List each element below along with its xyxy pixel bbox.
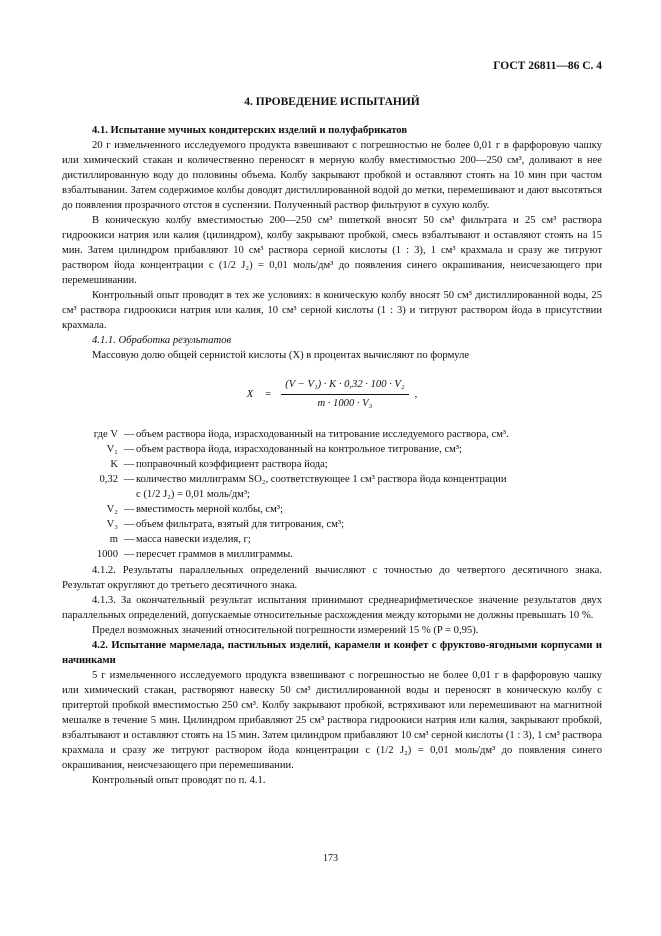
variable-list <box>62 427 602 562</box>
formula-lhs: X <box>246 388 254 400</box>
variable-row <box>62 472 602 487</box>
formula-trailer: , <box>414 388 418 400</box>
variable-row <box>62 532 602 547</box>
variable-description: масса навески изделия, г; <box>136 534 251 546</box>
dash: — <box>123 549 135 561</box>
dash: — <box>123 504 135 516</box>
dash: — <box>123 444 135 456</box>
paragraph: Контрольный опыт проводят в тех же условиях: в коническую колбу вносят 50 см³ дистиллированной воды, 25 см³ раствора гидроокиси натрия или калия, 10 см³ серной кислоты (1 : 3) и титруют раствором йода в присутствии крахмала. <box>62 290 602 332</box>
dash: — <box>123 534 135 546</box>
paragraph: 20 г измельченного исследуемого продукта взвешивают с погрешностью не более 0,01 г в фарфоровую чашку или химический стакан и количественно переносят в мерную колбу вместимостью 200—250 см³, доливают в нее дистиллированную воду до половины объема. Колбу закрывают пробкой и оставляют стоять на 10 мин при частом взбалтывании. Затем содержимое колбы доводят дистиллированной водой до метки, перемешивают и дают высотяться до появления прозрачного отстоя в суспензии. Полученный раствор фильтруют в сухую колбу. <box>62 139 602 211</box>
document-header: ГОСТ 26811—86 С. 4 <box>493 60 602 72</box>
variable-description: объем фильтрата, взятый для титрования, см³; <box>136 519 345 531</box>
subsection-4-1-heading: 4.1. Испытание мучных кондитерских изделий и полуфабрикатов <box>92 124 408 136</box>
variable-symbol: 1000 <box>96 549 118 561</box>
paragraph: В коническую колбу вместимостью 200—250 см³ пипеткой вносят 50 см³ фильтрата и 25 см³ раствора гидроокиси натрия или калия (цилиндром), колбу закрывают пробкой, смесь взбалтывают и оставляют стоять на 15 мин. Затем цилиндром прибавляют 10 см³ раствора серной кислоты (1 : 3), 1 см³ крахмала и сразу же титруют раствором йода концентрации с (1/2 J₂) = 0,01 моль/дм³ до появления синего окрашивания, неисчезающего при перемешивании. <box>62 214 602 286</box>
page-number: 173 <box>323 853 338 864</box>
paragraph: Массовую долю общей сернистой кислоты (X) в процентах вычисляют по формуле <box>92 350 470 362</box>
variable-description-continued: с (1/2 J₂) = 0,01 моль/дм³; <box>136 489 251 501</box>
dash: — <box>123 474 135 486</box>
paragraph: Контрольный опыт проводят по п. 4.1. <box>92 774 266 786</box>
variable-symbol: m <box>109 534 118 546</box>
variable-symbol: где V <box>93 429 118 441</box>
dash: — <box>123 429 135 441</box>
subsection-title-text: 4.1.1. Обработка результатов <box>92 335 232 347</box>
formula <box>62 377 602 411</box>
section-title: 4. ПРОВЕДЕНИЕ ИСПЫТАНИЙ <box>244 96 420 109</box>
variable-row <box>62 442 602 457</box>
variable-description: объем раствора йода, израсходованный на контрольное титрование, см³; <box>136 444 462 456</box>
paragraph: 4.1.2. Результаты параллельных определений вычисляют с точностью до четвертого десятичного знака. Результат округляют до третьего десятичного знака. <box>62 564 602 591</box>
dash: — <box>123 459 135 471</box>
variable-row <box>62 547 602 562</box>
variable-row <box>62 517 602 532</box>
variable-row <box>62 427 602 442</box>
variable-symbol: V₂ <box>106 504 118 516</box>
paragraph: 5 г измельченного исследуемого продукта взвешивают с погрешностью не более 0,01 г в фарфоровую чашку или химический стакан, растворяют навеску 50 см³ дистиллированной воды и переносят в коническую колбу с притертой пробкой вместимостью 250 см³. Колбу закрывают пробкой, встряхивают или перемешивают на магнитной мешалке в течение 5 мин. Цилиндром прибавляют 25 см³ раствора гидроокиси натрия или калия, закрывают пробкой, взбалтывают и оставляют стоять на 15 мин. Затем цилиндром прибавляют 10 см³ серной кислоты (1 : 3), 1 см³ раствора крахмала и сразу же титруют раствором йода концентрации с (1/2 J₂) = 0,01 моль/дм³ до появления синего окрашивания, неисчезающего при перемешивании. <box>62 669 602 771</box>
variable-description: поправочный коэффициент раствора йода; <box>136 459 328 471</box>
document-page <box>62 58 602 788</box>
subsection-4-1-1-title <box>62 333 602 348</box>
formula-fraction <box>281 377 408 411</box>
formula-equals: = <box>265 388 272 400</box>
dash: — <box>123 519 135 531</box>
variable-symbol: K <box>110 459 118 471</box>
variable-row <box>62 502 602 517</box>
formula-numerator: (V − V₁) · K · 0,32 · 100 · V₂ <box>285 379 405 391</box>
variable-description: объем раствора йода, израсходованный на титрование исследуемого раствора, см³. <box>136 429 509 441</box>
formula-denominator: m · 1000 · V₃ <box>317 398 373 410</box>
paragraph: Предел возможных значений относительной погрешности измерений 15 % (P = 0,95). <box>92 624 479 636</box>
variable-description: вместимость мерной колбы, см³; <box>136 504 283 516</box>
subsection-4-2-heading: 4.2. Испытание мармелада, пастильных изделий, карамели и конфет с фруктово-ягодными корпусами и начинками <box>62 639 602 666</box>
paragraph: 4.1.3. За окончательный результат испытания принимают среднеарифметическое значение результатов двух параллельных определений, допускаемые относительные расхождения между которыми не должны превышать 10 %. <box>62 594 602 621</box>
variable-row <box>62 457 602 472</box>
variable-description: количество миллиграмм SO₂, соответствующее 1 см³ раствора йода концентрации <box>136 474 507 486</box>
variable-symbol: 0,32 <box>99 474 118 486</box>
variable-description: пересчет граммов в миллиграммы. <box>136 549 293 561</box>
variable-symbol: V₁ <box>106 444 118 456</box>
variable-symbol: V₃ <box>106 519 118 531</box>
